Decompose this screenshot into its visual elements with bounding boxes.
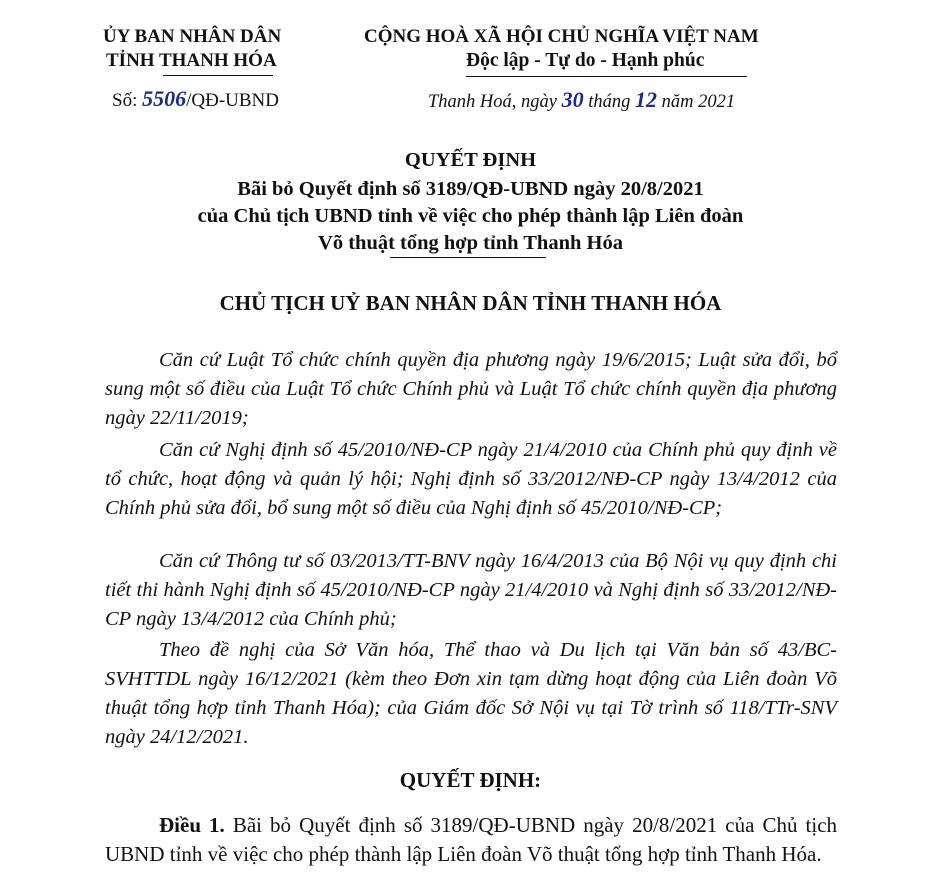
document-number-handwritten: 5506 bbox=[142, 86, 187, 111]
national-motto: Độc lập - Tự do - Hạnh phúc bbox=[466, 50, 705, 71]
title-underline bbox=[390, 257, 546, 258]
preamble-paragraph-2: Căn cứ Nghị định số 45/2010/NĐ-CP ngày 21/4/2010 của Chính phủ quy định về tổ chức, hoạt động và quản lý hội; Nghị định số 33/2012/NĐ-CP ngày 13/4/2012 của Chính phủ sửa đổi, bổ sung một số điều của Nghị định số 45/2010/NĐ-CP; bbox=[105, 439, 837, 519]
document-type-heading: QUYẾT ĐỊNH bbox=[404, 149, 537, 171]
country-name: CỘNG HOÀ XÃ HỘI CHỦ NGHĨA VIỆT NAM bbox=[364, 26, 759, 47]
article-1-text: Bãi bỏ Quyết định số 3189/QĐ-UBND ngày 20/8/2021 của Chủ tịch UBND tỉnh về việc cho phép thành lập Liên đoàn Võ thuật tổng hợp tỉnh Thanh Hóa. bbox=[105, 813, 838, 866]
date-month-handwritten: 12 bbox=[635, 87, 658, 112]
document-number bbox=[112, 86, 279, 112]
document-date bbox=[428, 87, 735, 113]
document-subject-line-1: Bãi bỏ Quyết định số 3189/QĐ-UBND ngày 20/8/2021 bbox=[237, 178, 704, 200]
document-number-suffix: /QĐ-UBND bbox=[186, 90, 279, 111]
date-day-handwritten: 30 bbox=[561, 87, 584, 112]
preamble-paragraph-1: Căn cứ Luật Tổ chức chính quyền địa phương ngày 19/6/2015; Luật sửa đổi, bổ sung một số điều của Luật Tổ chức Chính phủ và Luật Tổ chức chính quyền địa phương ngày 22/11/2019; bbox=[105, 349, 837, 429]
article-1 bbox=[105, 811, 837, 869]
preamble-paragraph-4: Theo đề nghị của Sở Văn hóa, Thể thao và Du lịch tại Văn bản số 43/BC-SVHTTDL ngày 16/12/2021 (kèm theo Đơn xin tạm dừng hoạt động của Liên đoàn Võ thuật tổng hợp tỉnh Thanh Hóa); của Giám đốc Sở Nội vụ tại Tờ trình số 118/TTr-SNV ngày 24/12/2021. bbox=[105, 639, 837, 748]
agency-name: ỦY BAN NHÂN DÂN bbox=[103, 26, 282, 47]
date-month-label: tháng bbox=[588, 92, 631, 112]
header-right-underline bbox=[466, 76, 747, 77]
article-1-label: Điều 1. bbox=[159, 813, 225, 837]
preamble-paragraph-3: Căn cứ Thông tư số 03/2013/TT-BNV ngày 16/4/2013 của Bộ Nội vụ quy định chi tiết thi hành Nghị định số 45/2010/NĐ-CP ngày 21/4/2010 và Nghị định số 33/2012/NĐ-CP ngày 13/4/2012 của Chính phủ; bbox=[105, 550, 837, 630]
header-left-underline bbox=[163, 75, 273, 76]
decision-heading: QUYẾT ĐỊNH: bbox=[399, 768, 542, 792]
issuing-authority: CHỦ TỊCH UỶ BAN NHÂN DÂN TỈNH THANH HÓA bbox=[219, 291, 722, 315]
document-number-prefix: Số: bbox=[112, 90, 138, 111]
date-prefix: Thanh Hoá, ngày bbox=[428, 92, 557, 112]
document-subject-line-2: của Chủ tịch UBND tỉnh về việc cho phép thành lập Liên đoàn bbox=[197, 205, 744, 227]
province-name: TỈNH THANH HÓA bbox=[106, 50, 277, 71]
date-year: năm 2021 bbox=[661, 92, 736, 112]
document-subject-line-3: Võ thuật tổng hợp tỉnh Thanh Hóa bbox=[318, 232, 623, 254]
